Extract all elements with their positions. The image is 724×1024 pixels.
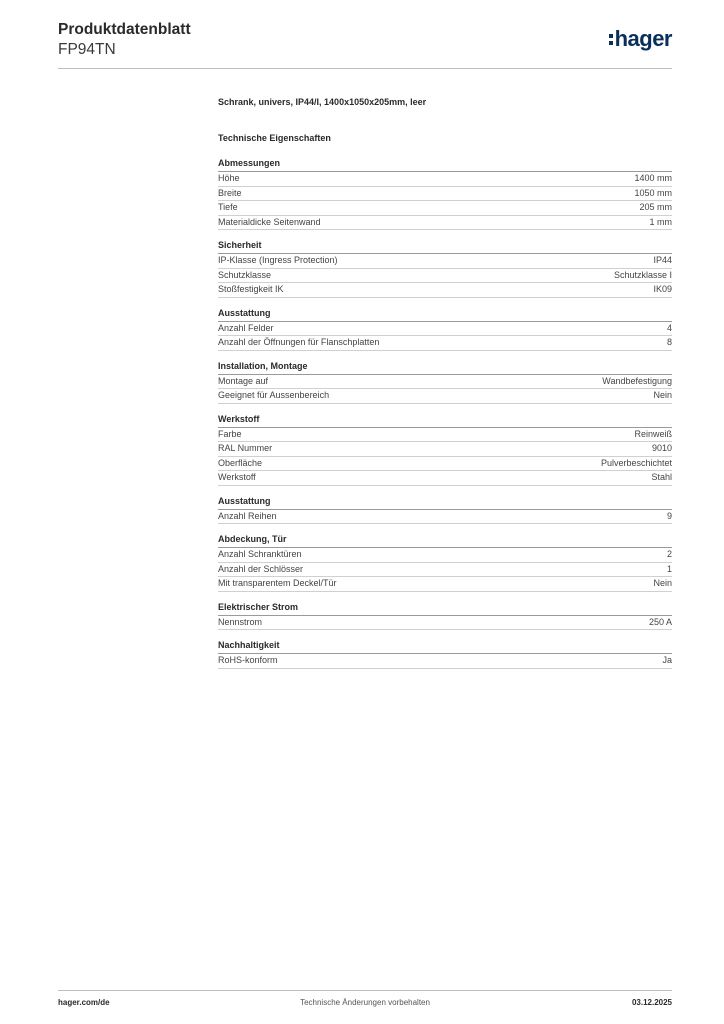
- product-code: FP94TN: [58, 41, 116, 58]
- document-title: Produktdatenblatt: [58, 21, 191, 38]
- header-divider: [58, 68, 672, 69]
- property-row: [218, 201, 672, 216]
- property-row: [218, 577, 672, 592]
- logo-wordmark: hager: [614, 26, 672, 51]
- property-label: Breite: [218, 187, 242, 198]
- property-value: 1400 mm: [634, 173, 672, 183]
- property-row: [218, 336, 672, 351]
- property-group: [218, 157, 672, 230]
- property-label: Schutzklasse: [218, 269, 272, 280]
- section-title: Technische Eigenschaften: [218, 133, 331, 143]
- property-group: [218, 413, 672, 486]
- property-value: Pulverbeschichtet: [600, 457, 672, 468]
- property-label: Nennstrom: [218, 616, 263, 627]
- property-value: Reinweiß: [634, 428, 672, 439]
- footer-website[interactable]: hager.com/de: [58, 998, 110, 1007]
- property-label: Tiefe: [218, 202, 238, 212]
- property-value: 9: [666, 510, 672, 521]
- property-label: Mit transparentem Deckel/Tür: [218, 578, 337, 588]
- property-value: 250 A: [648, 616, 672, 627]
- property-group: [218, 495, 672, 525]
- group-title: Elektrischer Strom: [218, 601, 672, 616]
- property-row: [218, 548, 672, 563]
- property-row: [218, 563, 672, 578]
- property-groups: [218, 157, 672, 669]
- property-label: Höhe: [218, 173, 240, 183]
- property-value: 2: [666, 549, 672, 559]
- footer-date: 03.12.2025: [631, 998, 672, 1007]
- property-label: Anzahl Reihen: [218, 510, 277, 521]
- group-title: Abmessungen: [218, 157, 672, 172]
- property-row: [218, 442, 672, 457]
- property-group: [218, 360, 672, 404]
- property-label: Anzahl der Schlösser: [218, 563, 304, 574]
- property-row: [218, 254, 672, 269]
- property-label: Werkstoff: [218, 472, 256, 482]
- property-value: 1 mm: [649, 216, 672, 227]
- property-row: [218, 510, 672, 525]
- property-group: [218, 639, 672, 669]
- property-value: Schutzklasse I: [613, 269, 672, 280]
- hager-logo: [609, 28, 672, 50]
- property-label: Anzahl der Öffnungen für Flanschplatten: [218, 337, 380, 347]
- property-value: 205 mm: [639, 202, 672, 212]
- property-label: Farbe: [218, 428, 242, 439]
- property-value: IP44: [653, 255, 672, 265]
- property-row: [218, 471, 672, 486]
- property-label: Materialdicke Seitenwand: [218, 216, 321, 227]
- property-row: [218, 389, 672, 404]
- property-row: [218, 375, 672, 390]
- property-label: Anzahl Felder: [218, 322, 274, 333]
- property-label: IP-Klasse (Ingress Protection): [218, 255, 338, 265]
- property-label: Geeignet für Aussenbereich: [218, 390, 330, 400]
- property-value: IK09: [653, 284, 672, 294]
- property-row: [218, 654, 672, 669]
- property-value: Wandbefestigung: [602, 375, 672, 386]
- property-value: 1: [666, 563, 672, 574]
- product-description: Schrank, univers, IP44/I, 1400x1050x205mm, leer: [218, 97, 427, 107]
- property-group: [218, 533, 672, 592]
- property-value: Stahl: [651, 472, 672, 482]
- property-row: [218, 187, 672, 202]
- property-value: Ja: [662, 655, 672, 665]
- footer-divider: [58, 990, 672, 991]
- property-label: RoHS-konform: [218, 655, 278, 665]
- property-value: 8: [666, 337, 672, 347]
- property-label: Stoßfestigkeit IK: [218, 284, 284, 294]
- property-row: [218, 216, 672, 231]
- property-value: 1050 mm: [634, 187, 672, 198]
- property-group: [218, 307, 672, 351]
- property-row: [218, 322, 672, 337]
- property-row: [218, 269, 672, 284]
- group-title: Werkstoff: [218, 413, 672, 428]
- property-row: [218, 457, 672, 472]
- property-row: [218, 616, 672, 631]
- property-value: 4: [666, 322, 672, 333]
- group-title: Abdeckung, Tür: [218, 533, 672, 548]
- property-row: [218, 283, 672, 298]
- property-value: Nein: [653, 390, 672, 400]
- page-header: [58, 20, 672, 59]
- property-label: Oberfläche: [218, 457, 263, 468]
- property-value: 9010: [651, 443, 672, 453]
- property-label: Anzahl Schranktüren: [218, 549, 302, 559]
- property-label: RAL Nummer: [218, 443, 273, 453]
- property-group: [218, 239, 672, 298]
- property-value: Nein: [653, 578, 672, 588]
- property-label: Montage auf: [218, 375, 269, 386]
- property-group: [218, 601, 672, 631]
- group-title: Sicherheit: [218, 239, 672, 254]
- group-title: Ausstattung: [218, 307, 672, 322]
- group-title: Ausstattung: [218, 495, 672, 510]
- property-row: [218, 172, 672, 187]
- property-row: [218, 428, 672, 443]
- logo-dots-icon: [609, 34, 613, 45]
- group-title: Nachhaltigkeit: [218, 639, 672, 654]
- footer-disclaimer: Technische Änderungen vorbehalten: [300, 998, 430, 1007]
- datasheet-content: [218, 96, 672, 678]
- group-title: Installation, Montage: [218, 360, 672, 375]
